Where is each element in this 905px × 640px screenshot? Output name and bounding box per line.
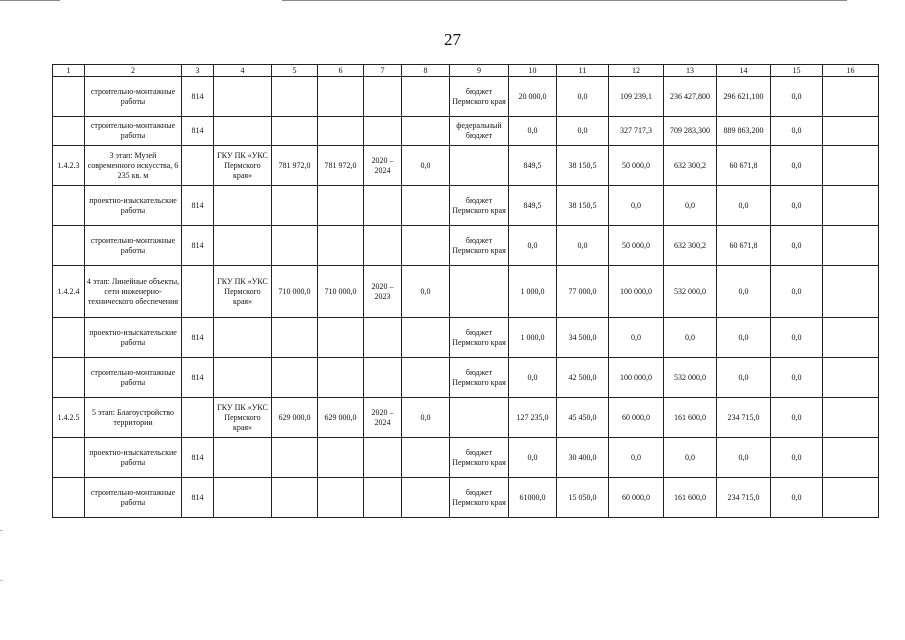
column-header: 13	[664, 65, 717, 77]
table-cell: 632 300,2	[664, 146, 717, 186]
table-cell: 20 000,0	[509, 77, 557, 117]
table-cell: 50 000,0	[609, 146, 664, 186]
table-cell	[318, 318, 364, 358]
table-cell: 45 450,0	[557, 398, 609, 438]
table-cell: 42 500,0	[557, 358, 609, 398]
table-cell: 814	[182, 438, 214, 478]
table-cell	[272, 438, 318, 478]
table-cell	[214, 77, 272, 117]
table-cell: 4 этап: Линейные объекты, сети инженерно-технического обеспечения	[85, 266, 182, 318]
table-cell: 629 000,0	[318, 398, 364, 438]
column-header: 9	[450, 65, 509, 77]
table-cell: 1 000,0	[509, 318, 557, 358]
table-cell	[364, 318, 402, 358]
table-cell: 60 671,8	[717, 226, 771, 266]
table-cell	[182, 146, 214, 186]
table-cell	[53, 117, 85, 146]
table-cell: 849,5	[509, 186, 557, 226]
edge-mark	[0, 530, 3, 531]
column-header: 1	[53, 65, 85, 77]
table-cell	[53, 438, 85, 478]
table-cell: 5 этап: Благоустройство территории	[85, 398, 182, 438]
table-cell: проектно-изыскательские работы	[85, 318, 182, 358]
table-cell	[402, 438, 450, 478]
table-cell	[823, 358, 879, 398]
table-cell: строительно-монтажные работы	[85, 478, 182, 518]
table-cell	[823, 117, 879, 146]
table-cell	[214, 117, 272, 146]
table-cell: 2020 – 2024	[364, 146, 402, 186]
table-row	[53, 478, 879, 518]
table-cell: 0,0	[717, 266, 771, 318]
table-cell	[402, 478, 450, 518]
table-cell: 234 715,0	[717, 398, 771, 438]
table-cell: 0,0	[509, 438, 557, 478]
table-cell: 60 000,0	[609, 478, 664, 518]
budget-table	[52, 64, 879, 518]
table-cell	[402, 117, 450, 146]
table-cell: 0,0	[557, 117, 609, 146]
table-cell: 0,0	[771, 398, 823, 438]
table-cell	[823, 398, 879, 438]
table-cell: 109 239,1	[609, 77, 664, 117]
table-cell	[823, 438, 879, 478]
table-cell: 0,0	[664, 318, 717, 358]
table-cell: 814	[182, 77, 214, 117]
table-cell	[823, 226, 879, 266]
table-cell: 0,0	[509, 358, 557, 398]
column-header: 7	[364, 65, 402, 77]
table-cell	[182, 398, 214, 438]
table-cell	[823, 77, 879, 117]
table-cell: 814	[182, 226, 214, 266]
table-cell: 100 000,0	[609, 266, 664, 318]
table-cell: 0,0	[771, 77, 823, 117]
table-cell: 0,0	[664, 186, 717, 226]
table-cell: 629 000,0	[272, 398, 318, 438]
table-cell: 1.4.2.3	[53, 146, 85, 186]
table-cell	[272, 358, 318, 398]
table-row	[53, 117, 879, 146]
table-cell: 0,0	[509, 117, 557, 146]
table-cell: бюджет Пермского края	[450, 77, 509, 117]
table-cell: 234 715,0	[717, 478, 771, 518]
table-cell: 0,0	[771, 478, 823, 518]
table-cell: 0,0	[664, 438, 717, 478]
table-row	[53, 266, 879, 318]
table-cell: 127 235,0	[509, 398, 557, 438]
table-cell: 709 283,300	[664, 117, 717, 146]
table-cell	[214, 478, 272, 518]
table-cell: 710 000,0	[272, 266, 318, 318]
table-cell: 814	[182, 478, 214, 518]
table-cell: 781 972,0	[318, 146, 364, 186]
table-cell: 327 717,3	[609, 117, 664, 146]
table-cell: 77 000,0	[557, 266, 609, 318]
table-cell: ГКУ ПК «УКС Пермского края»	[214, 146, 272, 186]
column-header: 5	[272, 65, 318, 77]
table-cell: бюджет Пермского края	[450, 226, 509, 266]
table-cell: 0,0	[609, 318, 664, 358]
table-cell: 532 000,0	[664, 358, 717, 398]
column-header: 4	[214, 65, 272, 77]
table-cell	[272, 117, 318, 146]
table-cell: 61000,0	[509, 478, 557, 518]
column-header: 12	[609, 65, 664, 77]
table-cell: 100 000,0	[609, 358, 664, 398]
table-cell: 1 000,0	[509, 266, 557, 318]
table-cell: 60 671,8	[717, 146, 771, 186]
table-cell: 2020 – 2023	[364, 266, 402, 318]
table-cell: строительно-монтажные работы	[85, 77, 182, 117]
table-cell: 814	[182, 117, 214, 146]
table-cell	[318, 186, 364, 226]
table-cell: 0,0	[402, 398, 450, 438]
table-cell	[364, 117, 402, 146]
table-cell	[214, 318, 272, 358]
column-header: 14	[717, 65, 771, 77]
table-cell: 161 600,0	[664, 398, 717, 438]
table-cell	[364, 226, 402, 266]
table-cell	[450, 146, 509, 186]
table-cell: 710 000,0	[318, 266, 364, 318]
table-cell: 0,0	[771, 146, 823, 186]
table-cell	[214, 438, 272, 478]
table-cell: 0,0	[771, 358, 823, 398]
table-cell: 38 150,5	[557, 186, 609, 226]
table-cell: 0,0	[717, 318, 771, 358]
table-cell: 60 000,0	[609, 398, 664, 438]
table-cell: 781 972,0	[272, 146, 318, 186]
table-row	[53, 358, 879, 398]
table-cell: 814	[182, 318, 214, 358]
table-cell	[402, 77, 450, 117]
table-cell	[182, 266, 214, 318]
table-cell	[318, 226, 364, 266]
table-cell	[823, 146, 879, 186]
top-rule-left	[0, 0, 60, 1]
table-cell: 15 050,0	[557, 478, 609, 518]
table-row	[53, 398, 879, 438]
table-cell: строительно-монтажные работы	[85, 117, 182, 146]
table-cell: 0,0	[402, 146, 450, 186]
table-cell	[272, 226, 318, 266]
table-cell: 0,0	[771, 117, 823, 146]
column-header: 6	[318, 65, 364, 77]
table-cell: 0,0	[771, 186, 823, 226]
column-header: 3	[182, 65, 214, 77]
table-row	[53, 438, 879, 478]
table-cell	[53, 226, 85, 266]
table-cell	[318, 478, 364, 518]
table-cell	[53, 186, 85, 226]
top-rule-right	[282, 0, 847, 1]
table-cell	[214, 358, 272, 398]
column-header: 10	[509, 65, 557, 77]
table-cell	[364, 478, 402, 518]
column-header: 16	[823, 65, 879, 77]
table-cell	[823, 318, 879, 358]
table-cell	[823, 266, 879, 318]
column-header: 15	[771, 65, 823, 77]
table-cell	[214, 226, 272, 266]
table-cell: ГКУ ПК «УКС Пермского края»	[214, 266, 272, 318]
table-cell: 0,0	[557, 77, 609, 117]
table-cell	[402, 318, 450, 358]
table-cell: 0,0	[771, 438, 823, 478]
table-cell: 0,0	[717, 358, 771, 398]
table-cell: 0,0	[771, 266, 823, 318]
table-cell	[214, 186, 272, 226]
table-cell	[450, 266, 509, 318]
table-cell: 38 150,5	[557, 146, 609, 186]
table-cell: строительно-монтажные работы	[85, 358, 182, 398]
table-cell: 532 000,0	[664, 266, 717, 318]
table-cell: 0,0	[609, 438, 664, 478]
column-header: 8	[402, 65, 450, 77]
table-cell	[318, 117, 364, 146]
table-cell	[53, 478, 85, 518]
table-cell: 1.4.2.5	[53, 398, 85, 438]
table-cell: бюджет Пермского края	[450, 438, 509, 478]
column-header: 2	[85, 65, 182, 77]
table-row	[53, 146, 879, 186]
table-cell	[364, 358, 402, 398]
table-cell: 849,5	[509, 146, 557, 186]
table-cell: 34 500,0	[557, 318, 609, 358]
table-cell	[823, 186, 879, 226]
table-cell: 0,0	[717, 438, 771, 478]
table-cell: федеральный бюджет	[450, 117, 509, 146]
table-cell: 1.4.2.4	[53, 266, 85, 318]
table-cell: 632 300,2	[664, 226, 717, 266]
table-cell: 30 400,0	[557, 438, 609, 478]
table-cell	[53, 358, 85, 398]
table-cell	[272, 478, 318, 518]
table-cell	[318, 358, 364, 398]
table-cell: ГКУ ПК «УКС Пермского края»	[214, 398, 272, 438]
table-cell: 236 427,800	[664, 77, 717, 117]
table-cell	[402, 358, 450, 398]
table-cell: проектно-изыскательские работы	[85, 186, 182, 226]
table-cell: 0,0	[771, 226, 823, 266]
table-cell	[823, 478, 879, 518]
table-cell	[364, 186, 402, 226]
table-cell: 161 600,0	[664, 478, 717, 518]
table-cell: 296 621,100	[717, 77, 771, 117]
table-cell: строительно-монтажные работы	[85, 226, 182, 266]
table-cell: 889 863,200	[717, 117, 771, 146]
table-cell: 0,0	[609, 186, 664, 226]
table-cell: бюджет Пермского края	[450, 186, 509, 226]
table-cell: 0,0	[717, 186, 771, 226]
table-cell	[364, 438, 402, 478]
table-cell	[402, 186, 450, 226]
table-cell: 2020 – 2024	[364, 398, 402, 438]
table-cell	[318, 77, 364, 117]
table-cell	[53, 77, 85, 117]
table-row	[53, 226, 879, 266]
table-cell	[272, 186, 318, 226]
table-cell: 0,0	[557, 226, 609, 266]
table-cell	[53, 318, 85, 358]
table-cell: 814	[182, 358, 214, 398]
table-cell: 0,0	[402, 266, 450, 318]
table-cell: бюджет Пермского края	[450, 478, 509, 518]
table-cell	[318, 438, 364, 478]
table-cell: проектно-изыскательские работы	[85, 438, 182, 478]
table-cell	[272, 77, 318, 117]
column-header: 11	[557, 65, 609, 77]
table-cell: 3 этап: Музей современного искусства, 6 235 кв. м	[85, 146, 182, 186]
table-cell	[364, 77, 402, 117]
table-row	[53, 318, 879, 358]
edge-mark	[0, 580, 3, 581]
table-row	[53, 77, 879, 117]
table-cell: 50 000,0	[609, 226, 664, 266]
page-number: 27	[444, 30, 461, 49]
table-cell	[402, 226, 450, 266]
table-cell	[272, 318, 318, 358]
table-cell: 0,0	[509, 226, 557, 266]
table-cell: 814	[182, 186, 214, 226]
table-row	[53, 186, 879, 226]
table-cell	[450, 398, 509, 438]
header-row	[53, 65, 879, 77]
table-cell: 0,0	[771, 318, 823, 358]
table-cell: бюджет Пермского края	[450, 318, 509, 358]
table-cell: бюджет Пермского края	[450, 358, 509, 398]
